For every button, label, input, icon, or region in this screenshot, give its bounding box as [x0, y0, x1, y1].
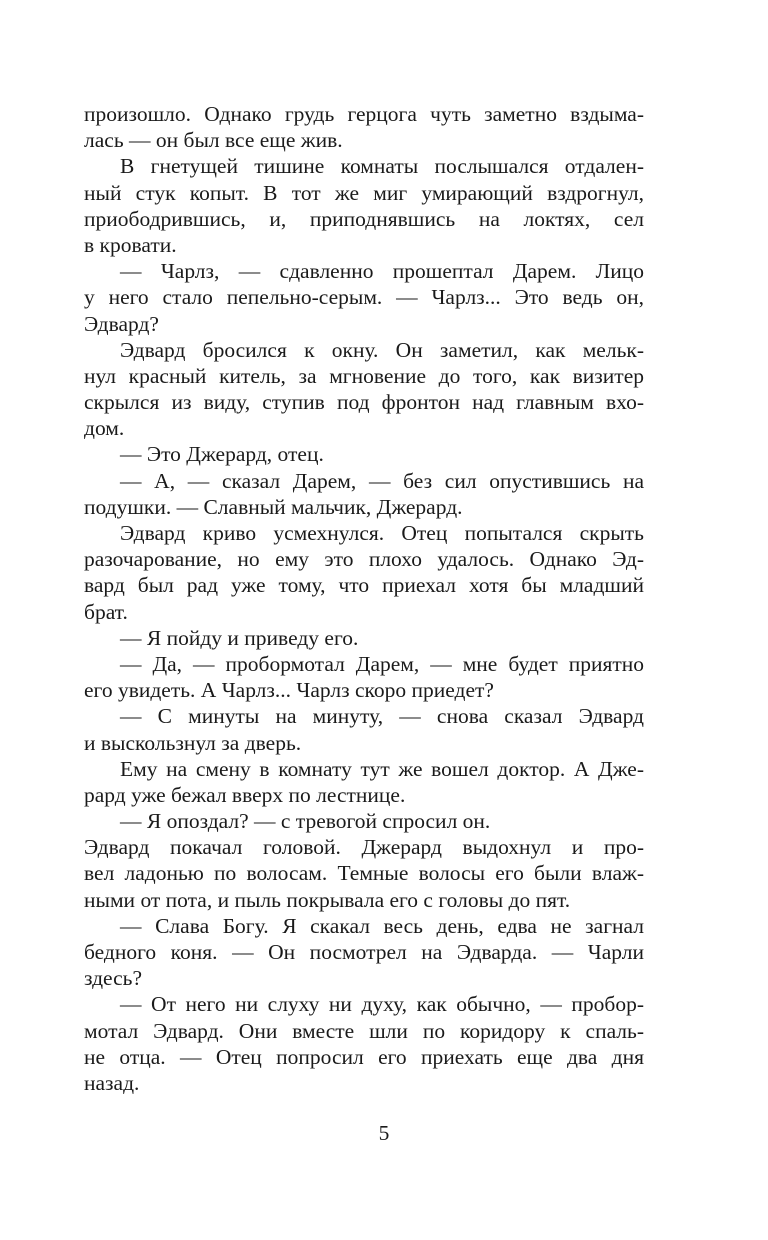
text-line: — Я опоздал? — с тревогой спросил он. [120, 809, 491, 834]
text-line: нул красный китель, за мгновение до того, как визитер [84, 363, 644, 388]
body-text [84, 101, 644, 1096]
text-line: Эдвард? [84, 311, 159, 336]
page-number: 5 [378, 1121, 390, 1145]
text-line: вард был рад уже тому, что приехал хотя бы младший [84, 573, 644, 598]
text-line: его увидеть. А Чарлз... Чарлз скоро приедет? [84, 678, 494, 703]
text-line: ный стук копыт. В тот же миг умирающий вздрогнул, [84, 180, 644, 205]
text-line: у него стало пепельно-серым. — Чарлз... Это ведь он, [84, 285, 644, 310]
text-line: ными от пота, и пыль покрывала его с головы до пят. [84, 887, 571, 912]
text-line: назад. [84, 1070, 140, 1095]
text-line: здесь? [84, 966, 143, 991]
text-line: — С минуты на минуту, — снова сказал Эдвард [120, 704, 644, 729]
text-line: скрылся из виду, ступив под фронтон над главным вхо- [84, 390, 644, 415]
text-line: брат. [84, 599, 128, 624]
text-line: В гнетущей тишине комнаты послышался отдален- [120, 154, 644, 179]
text-line: разочарование, но ему это плохо удалось. Однако Эд- [84, 547, 644, 572]
text-line: не отца. — Отец попросил его приехать еще два дня [84, 1044, 644, 1069]
text-line: лась — он был все еще жив. [84, 128, 343, 153]
text-line: — А, — сказал Дарем, — без сил опустившись на [120, 468, 644, 493]
text-line: — Да, — пробормотал Дарем, — мне будет приятно [120, 651, 644, 676]
text-line: приободрившись, и, приподнявшись на локтях, сел [84, 206, 644, 231]
text-line: подушки. — Славный мальчик, Джерард. [84, 494, 463, 519]
text-line: Эдвард криво усмехнулся. Отец попытался скрыть [120, 521, 644, 545]
text-line: в кровати. [84, 232, 177, 257]
text-line: дом. [84, 416, 125, 441]
text-line: вел ладонью по волосам. Темные волосы его были влаж- [84, 861, 644, 886]
text-line: рард уже бежал вверх по лестнице. [84, 782, 406, 807]
text-line: мотал Эдвард. Они вместе шли по коридору к спаль- [84, 1018, 644, 1043]
text-line: Ему на смену в комнату тут же вошел доктор. А Дже- [120, 756, 644, 781]
text-line: бедного коня. — Он посмотрел на Эдварда. — Чарли [84, 940, 644, 964]
text-line: — От него ни слуху ни духу, как обычно, — пробор- [120, 992, 644, 1017]
text-line: и выскользнул за дверь. [84, 730, 302, 755]
text-line: Эдвард покачал головой. Джерард выдохнул и про- [84, 835, 644, 860]
text-line: — Это Джерард, отец. [120, 442, 324, 467]
text-line: — Чарлз, — сдавленно прошептал Дарем. Лицо [120, 259, 644, 284]
text-line: произошло. Однако грудь герцога чуть заметно вздыма- [84, 102, 644, 126]
text-line: — Слава Богу. Я скакал весь день, едва не загнал [120, 913, 644, 938]
text-line: Эдвард бросился к окну. Он заметил, как мельк- [120, 337, 644, 362]
text-line: — Я пойду и приведу его. [120, 625, 359, 650]
